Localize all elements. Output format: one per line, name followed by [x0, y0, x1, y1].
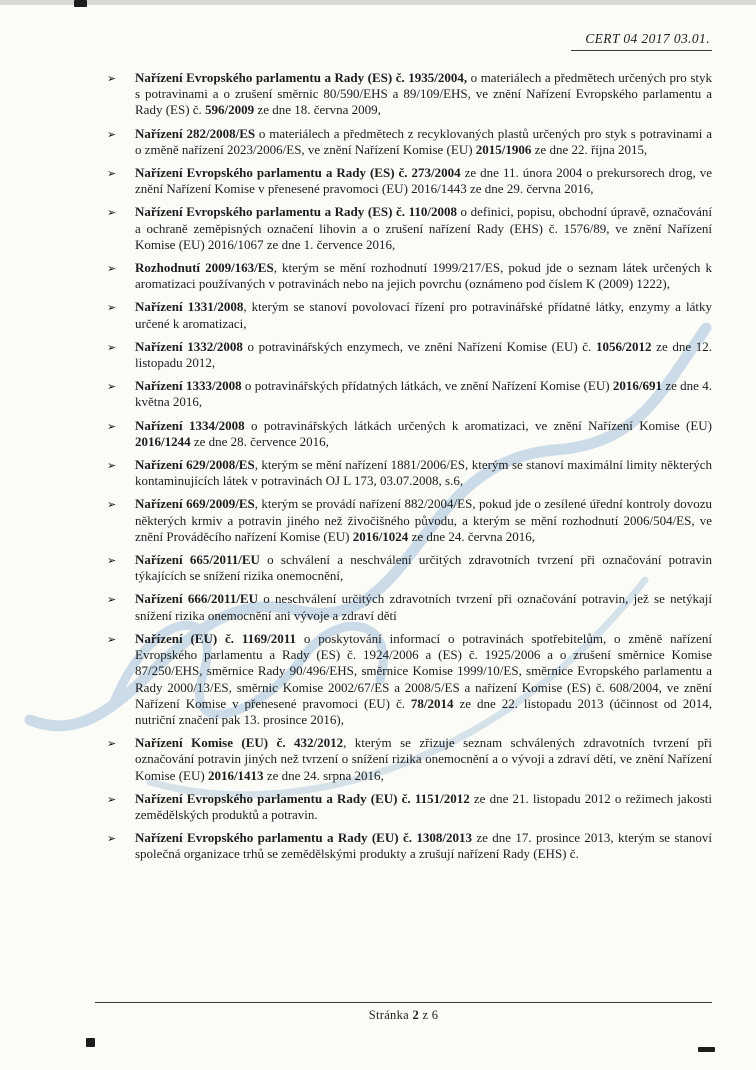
list-item: [95, 299, 712, 331]
document-body: [95, 70, 712, 870]
list-item-text: Nařízení 1333/2008 o potravinářských přídatných látkách, ve znění Nařízení Komise (EU) 2016/691 ze dne 4. května 2016,: [135, 378, 712, 410]
list-item-text: Nařízení 669/2009/ES, kterým se provádí nařízení 882/2004/ES, pokud jde o zesílené úřední kontroly dovozu některých krmiv a potravin jiného než živočišného původu, a kterým se mění rozhodnutí 2006/504/ES, ve znění Prováděcího nařízení Komise (EU) 2016/1024 ze dne 24. června 2016,: [135, 496, 712, 544]
list-item-text: Nařízení 666/2011/EU o neschválení určitých zdravotních tvrzení při označování potravin, jež se netýkají snížení rizika onemocnění ani vývoje a zdraví dětí: [135, 591, 712, 623]
list-item-text: Rozhodnutí 2009/163/ES, kterým se mění rozhodnutí 1999/217/ES, pokud jde o seznam látek určených k aromatizaci používaných v potravinách nebo na jejich povrchu (oznámeno pod číslem K (2009) 1222),: [135, 260, 712, 292]
list-item-text: Nařízení 665/2011/EU o schválení a neschválení určitých zdravotních tvrzení při označování potravin týkajících se snížení rizika onemocnění,: [135, 552, 712, 584]
scan-artifact: [86, 1038, 95, 1047]
footer-prefix: Stránka: [368, 1008, 409, 1022]
arrow-bullet-icon: ➢: [107, 554, 117, 568]
page-footer: [95, 1002, 712, 1023]
list-item: [95, 496, 712, 545]
arrow-bullet-icon: ➢: [107, 832, 117, 846]
list-item-text: Nařízení 1334/2008 o potravinářských látkách určených k aromatizaci, ve znění Nařízení Komise (EU) 2016/1244 ze dne 28. července 2016,: [135, 417, 712, 449]
arrow-bullet-icon: ➢: [107, 593, 117, 607]
list-item: [95, 457, 712, 489]
list-item-text: Nařízení Evropského parlamentu a Rady (ES) č. 1935/2004, o materiálech a předmětech určených pro styk s potravinami a o zrušení směrnic 80/590/EHS a 89/109/EHS, ve znění Nařízení Evropského parlamentu a Rady (ES) č. 596/2009 ze dne 18. června 2009,: [135, 70, 713, 118]
arrow-bullet-icon: ➢: [107, 72, 117, 85]
scan-edge: [0, 0, 756, 5]
list-item: [95, 126, 712, 158]
footer-of: z: [422, 1008, 429, 1022]
list-item: [95, 260, 712, 292]
list-item: [95, 165, 712, 197]
list-item: [95, 339, 712, 371]
arrow-bullet-icon: ➢: [107, 459, 117, 473]
list-item: [95, 591, 712, 623]
arrow-bullet-icon: ➢: [107, 127, 117, 141]
scan-artifact: [698, 1047, 715, 1052]
list-item-text: Nařízení Evropského parlamentu a Rady (ES) č. 273/2004 ze dne 11. února 2004 o prekursorech drog, ve znění Nařízení Komise v přenesené pravomoci (EU) 2016/1443 ze dne 29. června 2016,: [135, 165, 712, 197]
scan-artifact: [74, 0, 87, 7]
arrow-bullet-icon: ➢: [107, 498, 117, 512]
arrow-bullet-icon: ➢: [107, 419, 117, 433]
arrow-bullet-icon: ➢: [107, 632, 117, 646]
list-item: [95, 735, 712, 784]
arrow-bullet-icon: ➢: [107, 737, 117, 751]
list-item: [95, 378, 712, 410]
footer-total-pages: 6: [431, 1008, 439, 1022]
list-item: [95, 418, 712, 450]
list-item-text: Nařízení 282/2008/ES o materiálech a předmětech z recyklovaných plastů určených pro styk s potravinami a o změně nařízení 2023/2006/ES, ve znění Nařízení Komise (EU) 2015/1906 ze dne 22. října 2015,: [135, 125, 712, 157]
doc-code: CERT 04 2017 03.01.: [571, 31, 712, 51]
list-item-text: Nařízení 629/2008/ES, kterým se mění nařízení 1881/2006/ES, kterým se stanoví maximální limity některých kontaminujících látek v potravinách OJ L 173, 03.07.2008, s.6,: [135, 457, 712, 489]
arrow-bullet-icon: ➢: [107, 380, 117, 394]
list-item-text: Nařízení Komise (EU) č. 432/2012, kterým se zřizuje seznam schválených zdravotních tvrzení při označování potravin jiných než tvrzení o snížení rizika onemocnění a o vývoji a zdraví dětí, ve znění Nařízení Komise (EU) 2016/1413 ze dne 24. srpna 2016,: [135, 735, 712, 783]
list-item: [95, 631, 712, 728]
arrow-bullet-icon: ➢: [107, 167, 117, 181]
arrow-bullet-icon: ➢: [107, 792, 117, 806]
arrow-bullet-icon: ➢: [107, 206, 117, 220]
list-item-text: Nařízení Evropského parlamentu a Rady (EU) č. 1151/2012 ze dne 21. listopadu 2012 o režimech jakosti zemědělských produktů a potravin.: [135, 790, 712, 822]
list-item-text: Nařízení (EU) č. 1169/2011 o poskytování informací o potravinách spotřebitelům, o změně nařízení Evropského parlamentu a Rady (ES) č. 1924/2006 a (ES) č. 1925/2006 a o zrušení směrnice Komise 87/250/EHS, směrnice Rady 90/496/EHS, směrnice Komise 1999/10/ES, směrnice Evropského parlamentu a Rady 2000/13/ES, směrnic Komise 2002/67/ES a 2008/5/ES a nařízení Komise (ES) č. 608/2004, ve znění Nařízení Komise v přenesené pravomoci (EU) č. 78/2014 ze dne 22. listopadu 2013 (účinnost od 2014, nutriční značení pak 13. prosince 2016),: [135, 630, 713, 727]
list-item-text: Nařízení 1331/2008, kterým se stanoví povolovací řízení pro potravinářské přídatné látky, enzymy a látky určené k aromatizaci,: [135, 299, 712, 331]
arrow-bullet-icon: ➢: [107, 262, 117, 276]
list-item-text: Nařízení Evropského parlamentu a Rady (ES) č. 110/2008 o definici, popisu, obchodní úpravě, označování a ochraně zeměpisných označení lihovin a o zrušení nařízení Rady (EHS) č. 1576/89, ve znění Nařízení Komise (EU) 2016/1067 ze dne 1. července 2016,: [135, 204, 712, 252]
list-item: [95, 204, 712, 253]
list-item: [95, 830, 712, 862]
document-header: [571, 30, 712, 51]
list-item: [95, 552, 712, 584]
footer-page-label: [369, 1008, 439, 1022]
list-item: [95, 70, 712, 119]
arrow-bullet-icon: ➢: [107, 340, 117, 354]
list-item-text: Nařízení 1332/2008 o potravinářských enzymech, ve znění Nařízení Komise (EU) č. 1056/2012 ze dne 12. listopadu 2012,: [135, 338, 712, 371]
list-item: [95, 791, 712, 823]
footer-page-number: 2: [412, 1008, 419, 1022]
list-item-text: Nařízení Evropského parlamentu a Rady (EU) č. 1308/2013 ze dne 17. prosince 2013, kterým se stanoví společná organizace trhů se zemědělskými produkty a zrušují nařízení Rady (EHS) č.: [135, 830, 712, 862]
regulation-list: [95, 70, 712, 863]
arrow-bullet-icon: ➢: [107, 301, 117, 315]
